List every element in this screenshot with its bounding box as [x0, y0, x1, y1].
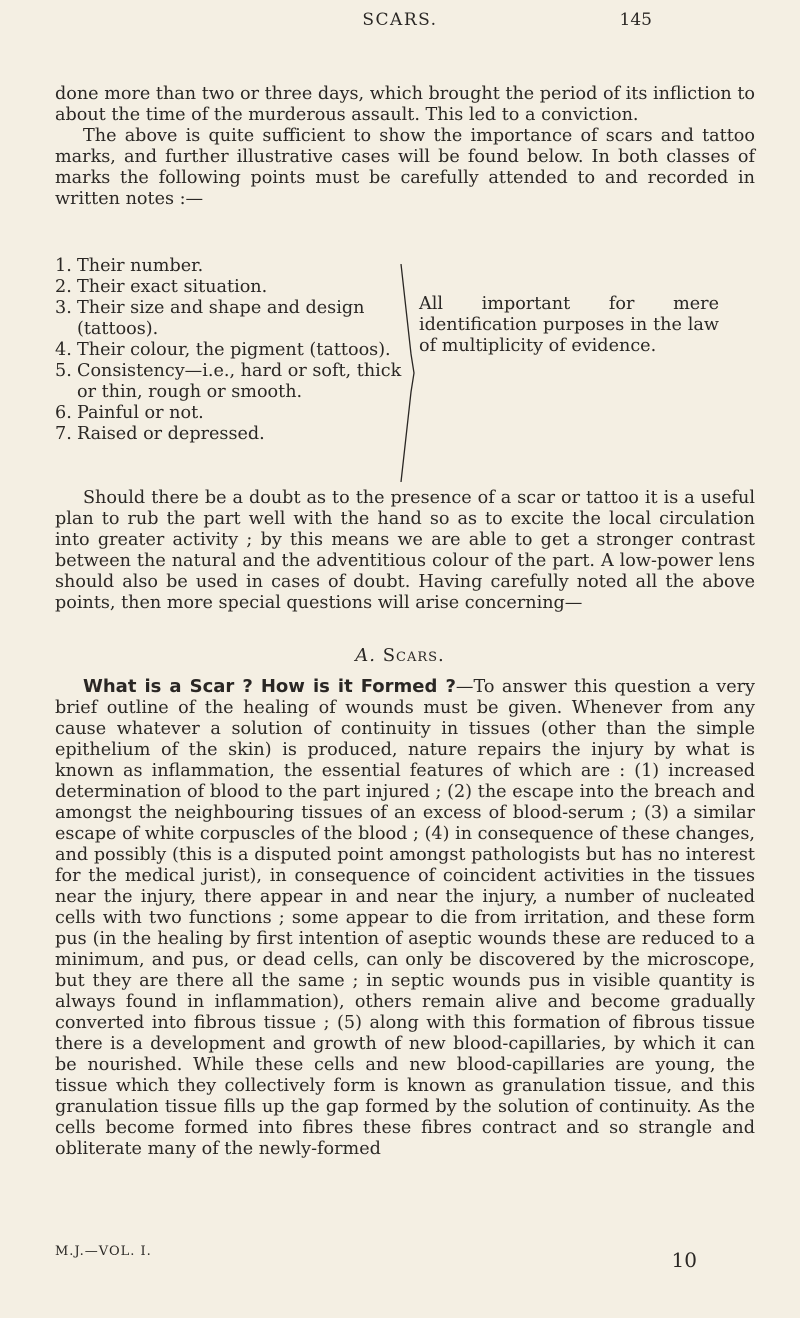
- list-item-number: 4.: [55, 340, 72, 360]
- doubt-block: [55, 488, 755, 614]
- list-item-text: Raised or depressed.: [77, 424, 265, 444]
- list-item-number: 7.: [55, 424, 72, 444]
- doubt-paragraph: Should there be a doubt as to the presence of a scar or tattoo it is a useful plan to rub the part well with the hand so as to excite the local circulation into greater activity ; by this means we are able to get a stronger contrast between the natural and the adventitious colour of the part. A low-power lens should also be used in cases of doubt. Having carefully noted all the above points, then more special questions will arise concerning—: [55, 488, 755, 613]
- list-item-text: Consistency—i.e., hard or soft, thick or thin, rough or smooth.: [77, 361, 402, 402]
- list-item: [55, 256, 415, 277]
- page-footer: [55, 1244, 735, 1272]
- list-item: [55, 403, 415, 424]
- section-letter: A.: [355, 645, 376, 666]
- scar-body: —To answer this question a very brief outline of the healing of wounds must be given. Whenever from any cause whatever a solution of continuity in tissues (other than the simple epithelium of the skin) is produced, nature repairs the injury by what is known as inflammation, the essential features of which are : (1) increased determination of blood to the part injured ; (2) the escape into the breach and amongst the neighbouring tissues of an excess of blood-serum ; (3) a similar escape of white corpuscles of the blood ; (4) in consequence of these changes, and possibly (this is a disputed point amongst pathologists but has no interest for the medical jurist), in consequence of coincident activities in the tissues near the injury, there appear in and near the injury, a number of nucleated cells with two functions ; some appear to die from irritation, and these form pus (in the healing by first intention of aseptic wounds these are reduced to a minimum, and pus, or dead cells, can only be discovered by the microscope, but they are there all the same ; in septic wounds pus in visible quantity is always found in inflammation), others remain alive and become gradually converted into fibrous tissue ; (5) along with this formation of fibrous tissue there is a development and growth of new blood-capillaries, by which it can be nourished. While these cells and new blood-capillaries are young, the tissue which they collectively form is known as granulation tissue, and this granulation tissue fills up the gap formed by the solution of continuity. As the cells become formed into fibres these fibres contract and so strangle and obliterate many of the newly-formed: [55, 677, 755, 1159]
- list-item-text: Their exact situation.: [77, 277, 268, 297]
- list-item: [55, 361, 415, 403]
- list-item-text: Their colour, the pigment (tattoos).: [77, 340, 391, 360]
- list-item: [55, 277, 415, 298]
- list-item-number: 5.: [55, 361, 72, 381]
- list-item-text: Their size and shape and design (tattoos).: [77, 298, 365, 339]
- list-item: [55, 424, 415, 445]
- side-note: All important for mere identification purposes in the law of multiplicity of evidence.: [419, 294, 719, 356]
- scar-paragraph: [55, 676, 755, 1160]
- intro-block: [55, 84, 755, 210]
- right-brace-icon: [399, 264, 415, 482]
- running-head: SCARS.: [362, 10, 438, 30]
- intro-continuation: done more than two or three days, which brought the period of its infliction to about the time of the murderous assault. This led to a conviction.: [55, 84, 756, 125]
- list-item-number: 1.: [55, 256, 72, 276]
- sheet-number: 10: [671, 1248, 697, 1272]
- list-item-text: Their number.: [77, 256, 204, 276]
- list-item-number: 6.: [55, 403, 72, 423]
- list-item-number: 2.: [55, 277, 72, 297]
- intro-paragraph: The above is quite sufficient to show the importance of scars and tattoo marks, and further illustrative cases will be found below. In both classes of marks the following points must be carefully attended to and recorded in written notes :—: [55, 126, 755, 209]
- page-header: [0, 10, 800, 40]
- list-item-text: Painful or not.: [77, 403, 204, 423]
- signature-mark: M.J.—VOL. I.: [55, 1244, 152, 1259]
- points-list: [55, 256, 415, 445]
- list-item: [55, 298, 415, 340]
- section-title: [0, 645, 800, 666]
- section-name: Scars.: [382, 645, 445, 666]
- list-item-number: 3.: [55, 298, 72, 318]
- scar-block: [55, 676, 755, 1160]
- points-list-block: [55, 256, 755, 486]
- scar-heading: What is a Scar ? How is it Formed ?: [83, 676, 456, 697]
- page-number: 145: [619, 10, 652, 30]
- list-item: [55, 340, 415, 361]
